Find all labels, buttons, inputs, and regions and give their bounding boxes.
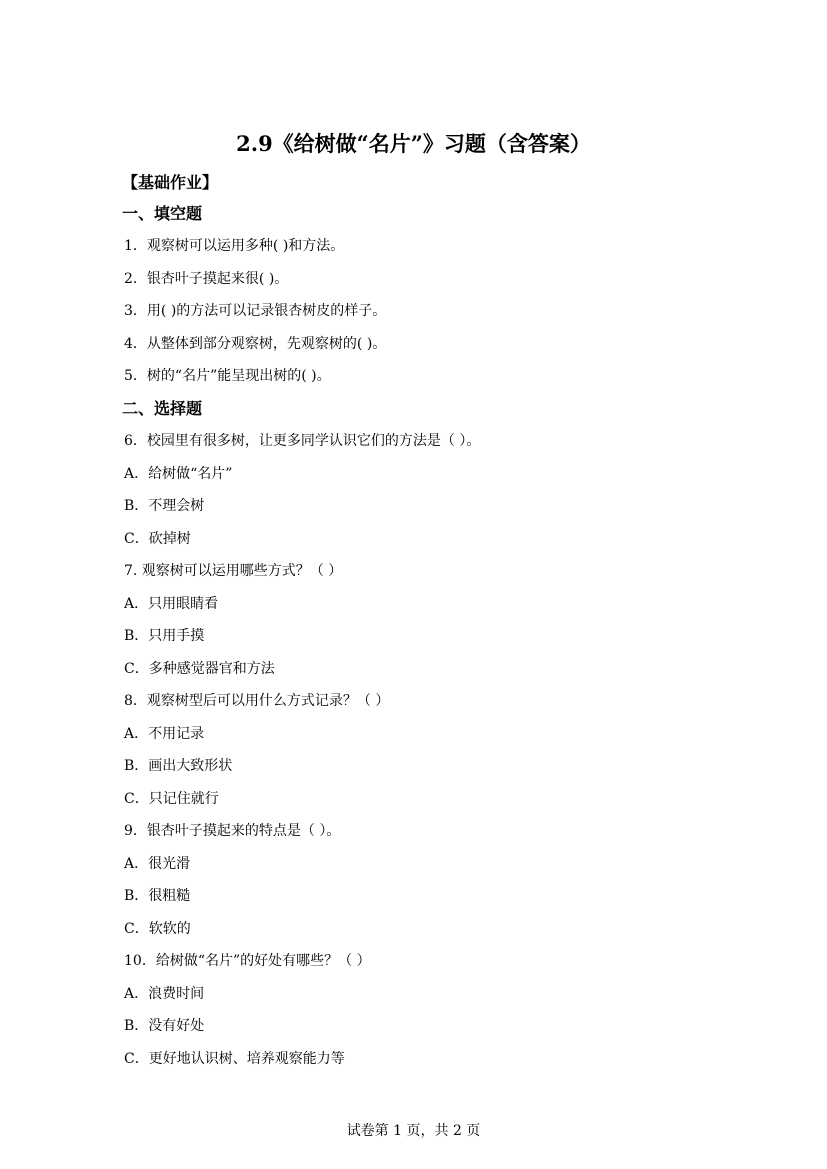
choice-question-10: 10．给树做“名片”的好处有哪些？（ ） (124, 953, 371, 969)
choice-option-10b: B．没有好处 (124, 1018, 205, 1034)
page-title: 2.9《给树做“名片”》习题（含答案） (236, 131, 591, 156)
choice-question-7: 7. 观察树可以运用哪些方式？（ ） (124, 563, 343, 579)
choice-question-9: 9．银杏叶子摸起来的特点是（ ）。 (124, 823, 341, 839)
fill-question-5: 5．树的“名片”能呈现出树的( )。 (124, 368, 331, 384)
choice-option-7a: A．只用眼睛看 (124, 596, 219, 612)
choice-question-6: 6．校园里有很多树，让更多同学认识它们的方法是（ ）。 (124, 433, 481, 449)
choice-option-7b: B．只用手摸 (124, 628, 205, 644)
choice-option-10c: C．更好地认识树、培养观察能力等 (124, 1051, 345, 1067)
fill-question-2: 2．银杏叶子摸起来很( )。 (124, 271, 289, 287)
choice-option-6a: A．给树做“名片” (124, 466, 233, 482)
choice-option-8b: B．画出大致形状 (124, 758, 233, 774)
choice-option-8a: A．不用记录 (124, 726, 205, 742)
section-fill-heading: 一、填空题 (122, 204, 203, 223)
page-footer: 试卷第 1 页，共 2 页 (346, 1123, 481, 1139)
choice-option-9b: B．很粗糙 (124, 888, 191, 904)
fill-question-3: 3．用( )的方法可以记录银杏树皮的样子。 (124, 303, 387, 319)
section-choice-heading: 二、选择题 (122, 399, 203, 418)
fill-question-4: 4．从整体到部分观察树，先观察树的( )。 (124, 336, 387, 352)
choice-option-9a: A．很光滑 (124, 856, 191, 872)
choice-option-6c: C．砍掉树 (124, 531, 191, 547)
section-basic-heading: 【基础作业】 (122, 173, 219, 192)
choice-option-6b: B．不理会树 (124, 498, 205, 514)
choice-option-7c: C．多种感觉器官和方法 (124, 661, 275, 677)
choice-option-10a: A．浪费时间 (124, 986, 205, 1002)
choice-option-9c: C．软软的 (124, 921, 191, 937)
choice-option-8c: C．只记住就行 (124, 791, 219, 807)
choice-question-8: 8．观察树型后可以用什么方式记录？（ ） (124, 693, 390, 709)
fill-question-1: 1．观察树可以运用多种( )和方法。 (124, 238, 345, 254)
